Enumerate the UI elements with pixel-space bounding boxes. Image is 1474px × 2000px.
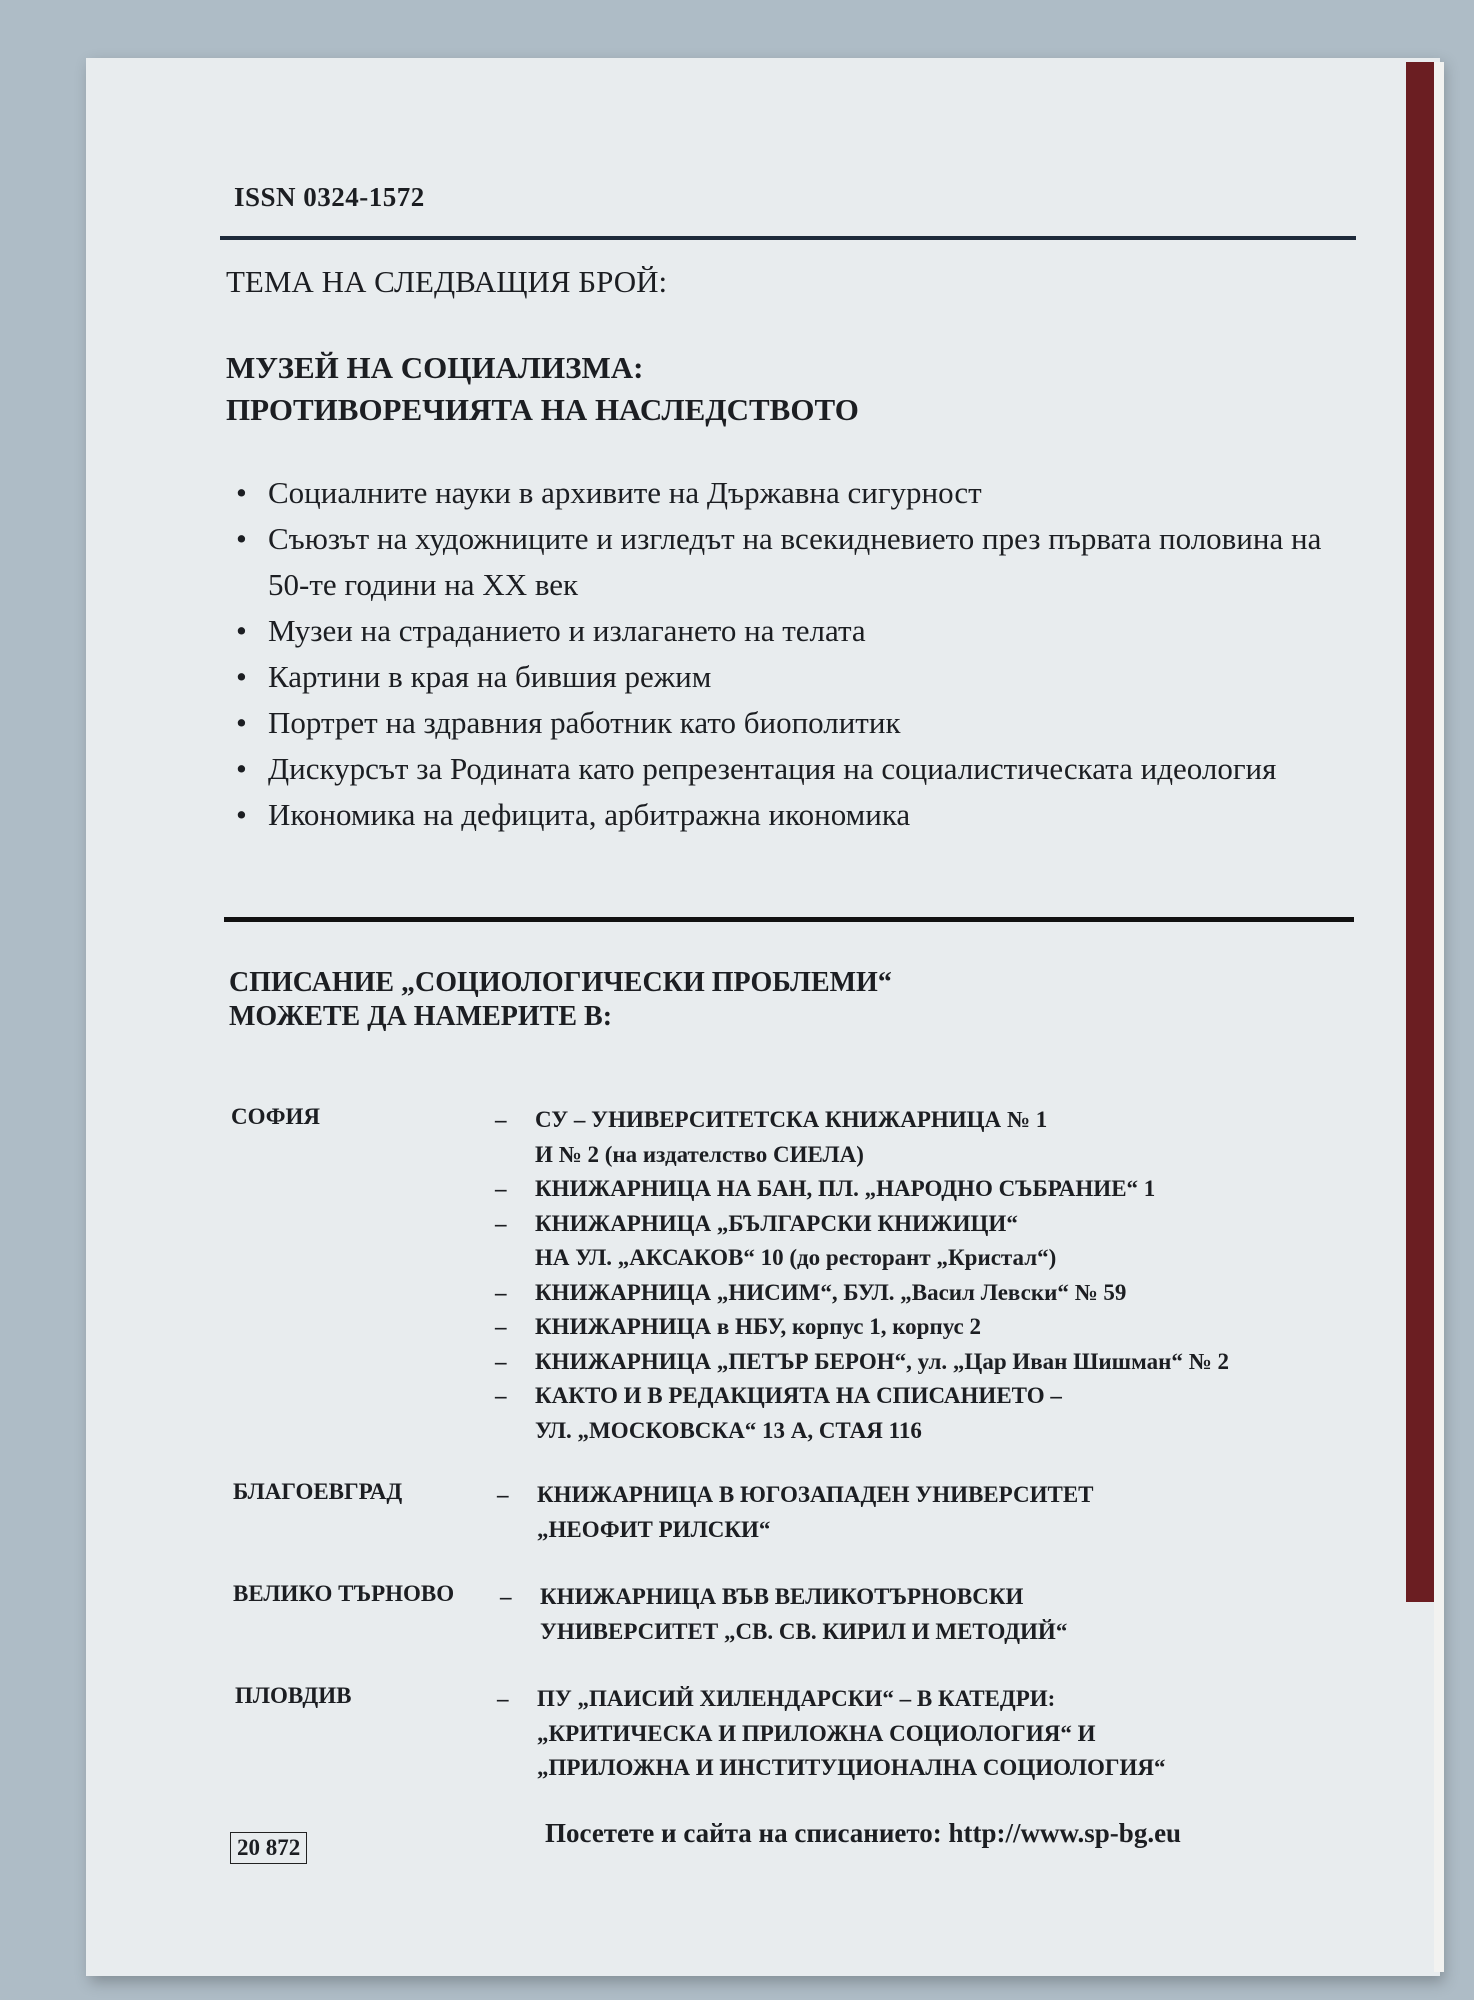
dash-icon: – [497,1686,509,1711]
dash-icon: – [495,1210,507,1236]
website-line: Посетете и сайта на списанието: http://www.sp-bg.eu [545,1818,1182,1848]
topic-text: Съюзът на художниците и изгледът на всекидневието през първата половина на 50-те години на XX век [268,521,1322,602]
store-entry: – ПУ „ПАИСИЙ ХИЛЕНДАРСКИ“ – В КАТЕДРИ: „КРИТИЧЕСКА И ПРИЛОЖНА СОЦИОЛОГИЯ“ И „ПРИЛОЖНА И ИНСТИТУЦИОНАЛНА СОЦИОЛОГИЯ“ [497,1682,1166,1786]
bullet-icon: • [236,797,247,832]
store-entry: – КНИЖАРНИЦА ВЪВ ВЕЛИКОТЪРНОВСКИ УНИВЕРСИТЕТ „СВ. СВ. КИРИЛ И МЕТОДИЙ“ [500,1580,1067,1649]
topic-item [226,608,1356,654]
spine-band [1406,62,1434,1602]
next-issue-label: ТЕМА НА СЛЕДВАЩИЯ БРОЙ: [226,264,668,299]
store-entry: – КНИЖАРНИЦА в НБУ, корпус 1, корпус 2 [495,1310,1229,1345]
availability-title [229,966,892,1034]
bullet-icon: • [236,705,247,740]
dash-icon: – [495,1383,507,1408]
topic-text: Музеи на страданието и излагането на телата [268,613,866,648]
bullet-icon: • [236,659,247,694]
topic-text: Социалните науки в архивите на Държавна сигурност [268,475,982,510]
topic-item [226,516,1356,608]
dash-icon: – [495,1279,507,1305]
availability-title-line: МОЖЕТЕ ДА НАМЕРИТЕ В: [229,1001,613,1032]
city-blagoevgrad: БЛАГОЕВГРАД [233,1479,403,1504]
theme-title-line: МУЗЕЙ НА СОЦИАЛИЗМА: [226,350,644,385]
dash-icon: – [495,1107,507,1132]
city-veliko-tarnovo: ВЕЛИКО ТЪРНОВО [233,1581,455,1606]
store-entry: – КНИЖАРНИЦА „БЪЛГАРСКИ КНИЖИЦИ“ НА УЛ. „АКСАКОВ“ 10 (до ресторант „Кристал“) [495,1207,1229,1276]
dash-icon: – [497,1482,509,1507]
topic-item [226,700,1356,746]
topic-item [226,470,1356,516]
topic-text: Картини в края на бившия режим [268,659,712,694]
store-entry: – КНИЖАРНИЦА В ЮГОЗАПАДЕН УНИВЕРСИТЕТ „НЕОФИТ РИЛСКИ“ [497,1478,1094,1547]
store-entry: – КНИЖАРНИЦА „ПЕТЪР БЕРОН“, ул. „Цар Иван Шишман“ № 2 [495,1345,1229,1380]
city-plovdiv: ПЛОВДИВ [235,1683,352,1708]
bullet-icon: • [236,613,247,648]
dash-icon: – [495,1348,507,1374]
theme-title-line: ПРОТИВОРЕЧИЯТА НА НАСЛЕДСТВОТО [226,392,859,427]
plovdiv-entries [497,1682,1166,1786]
topic-item [226,792,1356,838]
bullet-icon: • [236,751,247,786]
issn-number: ISSN 0324-1572 [234,182,425,212]
theme-title [226,347,859,431]
code-box: 20 872 [230,1832,307,1864]
bullet-icon: • [236,475,247,510]
veliko-tarnovo-entries [500,1580,1067,1649]
store-entry: – КНИЖАРНИЦА „НИСИМ“, БУЛ. „Васил Левски“ № 59 [495,1276,1229,1311]
page-edge [1434,62,1444,1972]
dash-icon: – [495,1176,507,1201]
middle-divider [224,917,1354,922]
dash-icon: – [495,1314,507,1339]
topic-text: Дискурсът за Родината като репрезентация на социалистическата идеология [268,751,1277,786]
topics-list [226,470,1356,838]
topic-text: Икономика на дефицита, арбитражна икономика [268,797,911,832]
sofia-entries [495,1103,1229,1448]
blagoevgrad-entries [497,1478,1094,1547]
bullet-icon: • [236,521,247,556]
city-sofia: СОФИЯ [231,1104,321,1129]
store-entry: – КАКТО И В РЕДАКЦИЯТА НА СПИСАНИЕТО – УЛ. „МОСКОВСКА“ 13 А, СТАЯ 116 [495,1379,1229,1448]
topic-item [226,746,1356,792]
dash-icon: – [500,1584,512,1609]
store-entry: – СУ – УНИВЕРСИТЕТСКА КНИЖАРНИЦА № 1 И № 2 (на издателство СИЕЛА) [495,1103,1229,1172]
topic-text: Портрет на здравния работник като биополитик [268,705,901,740]
topic-item [226,654,1356,700]
top-divider [220,236,1356,240]
availability-title-line: СПИСАНИЕ „СОЦИОЛОГИЧЕСКИ ПРОБЛЕМИ“ [229,967,892,998]
store-entry: – КНИЖАРНИЦА НА БАН, ПЛ. „НАРОДНО СЪБРАНИЕ“ 1 [495,1172,1229,1207]
